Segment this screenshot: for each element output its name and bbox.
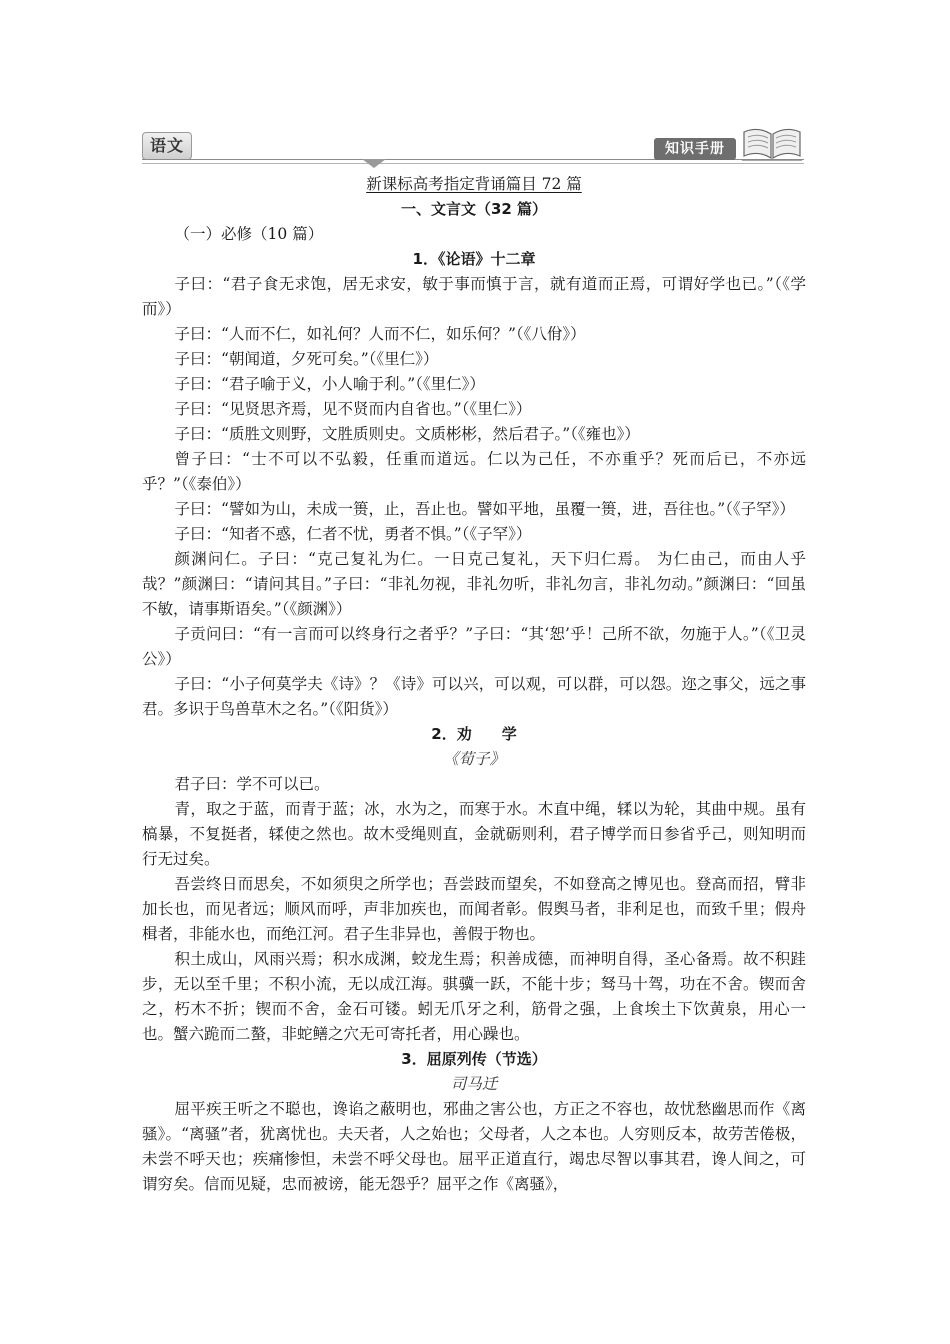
paragraph: 子曰：“质胜文则野，文胜质则史。文质彬彬，然后君子。”（《雍也》）	[174, 425, 640, 443]
paragraph: 青，取之于蓝，而青于蓝；冰，水为之，而寒于水。木直中绳，𫐓以为轮，其曲中规。虽有槁暴，不复挺者，𫐓使之然也。故木受绳则直，金就砺则利，君子博学而日参省乎己，则知明而行无过矣。	[142, 800, 806, 868]
piece-author: 司马迁	[450, 1075, 498, 1093]
document-title: 新课标高考指定背诵篇目 72 篇	[366, 175, 582, 193]
page-header	[142, 122, 804, 168]
paragraph: 颜渊问仁。子曰：“克己复礼为仁。一日克己复礼，天下归仁焉。 为仁由己，而由人乎哉？”颜渊曰：“请问其目。”子曰：“非礼勿视，非礼勿听，非礼勿言，非礼勿动。”颜渊曰：“回虽不敏，请事斯语矣。”（《颜渊》）	[142, 550, 806, 618]
piece-heading: 2．劝 学	[431, 725, 517, 743]
paragraph: 曾子曰：“士不可以不弘毅，任重而道远。仁以为己任，不亦重乎？死而后已，不亦远乎？”（《泰伯》）	[142, 450, 806, 493]
paragraph: 子曰：“知者不惑，仁者不忧，勇者不惧。”（《子罕》）	[174, 525, 532, 543]
paragraph: 屈平疾王听之不聪也，谗谄之蔽明也，邪曲之害公也，方正之不容也，故忧愁幽思而作《离骚》。“离骚”者，犹离忧也。夫天者，人之始也；父母者，人之本也。人穷则反本，故劳苦倦极，未尝不呼天也；疾痛惨怛，未尝不呼父母也。屈平正道直行，竭忠尽智以事其君，谗人间之，可谓穷矣。信而见疑，忠而被谤，能无怨乎？屈平之作《离骚》，	[142, 1100, 806, 1193]
handbook-badge: 知识手册	[654, 138, 736, 160]
paragraph: 吾尝终日而思矣，不如须臾之所学也；吾尝跂而望矣，不如登高之博见也。登高而招，臂非加长也，而见者远；顺风而呼，声非加疾也，而闻者彰。假舆马者，非利足也，而致千里；假舟楫者，非能水也，而绝江河。君子生非异也，善假于物也。	[142, 875, 806, 943]
paragraph: 子曰：“小子何莫学夫《诗》？《诗》可以兴，可以观，可以群，可以怨。迩之事父，远之事君。多识于鸟兽草木之名。”（《阳货》）	[142, 675, 806, 718]
paragraph: 君子曰：学不可以已。	[174, 775, 330, 793]
paragraph: 子曰：“君子食无求饱，居无求安，敏于事而慎于言，就有道而正焉，可谓好学也已。”（《学而》）	[142, 275, 806, 318]
paragraph: 子曰：“朝闻道，夕死可矣。”（《里仁》）	[174, 350, 439, 368]
section-heading: 一、文言文（32 篇）	[400, 200, 548, 218]
piece-author: 《荀子》	[442, 750, 505, 768]
subject-badge: 语文	[142, 132, 192, 160]
piece-heading: 3．屈原列传（节选）	[401, 1050, 547, 1068]
paragraph: 子曰：“君子喻于义，小人喻于利。”（《里仁》）	[174, 375, 485, 393]
header-notch	[362, 159, 386, 168]
paragraph: 积土成山，风雨兴焉；积水成渊，蛟龙生焉；积善成德，而神明自得，圣心备焉。故不积跬步，无以至千里；不积小流，无以成江海。骐骥一跃，不能十步；驽马十驾，功在不舍。锲而舍之，朽木不折；锲而不舍，金石可镂。蚓无爪牙之利，筋骨之强，上食埃土下饮黄泉，用心一也。蟹六跪而二螯，非蛇鳝之穴无可寄托者，用心躁也。	[142, 950, 806, 1043]
subsection-heading: （一）必修（10 篇）	[174, 225, 324, 243]
piece-heading: 1．《论语》十二章	[412, 250, 536, 268]
header-rule-secondary	[142, 163, 804, 164]
paragraph: 子曰：“譬如为山，未成一篑，止，吾止也。譬如平地，虽覆一篑，进，吾往也。”（《子罕》）	[174, 500, 795, 518]
document-body	[142, 172, 806, 1197]
paragraph: 子曰：“见贤思齐焉，见不贤而内自省也。”（《里仁》）	[174, 400, 532, 418]
paragraph: 子曰：“人而不仁，如礼何？人而不仁，如乐何？”（《八佾》）	[174, 325, 586, 343]
open-book-icon	[740, 122, 804, 162]
paragraph: 子贡问曰：“有一言而可以终身行之者乎？”子曰：“其‘恕’乎！己所不欲，勿施于人。”（《卫灵公》）	[142, 625, 806, 668]
